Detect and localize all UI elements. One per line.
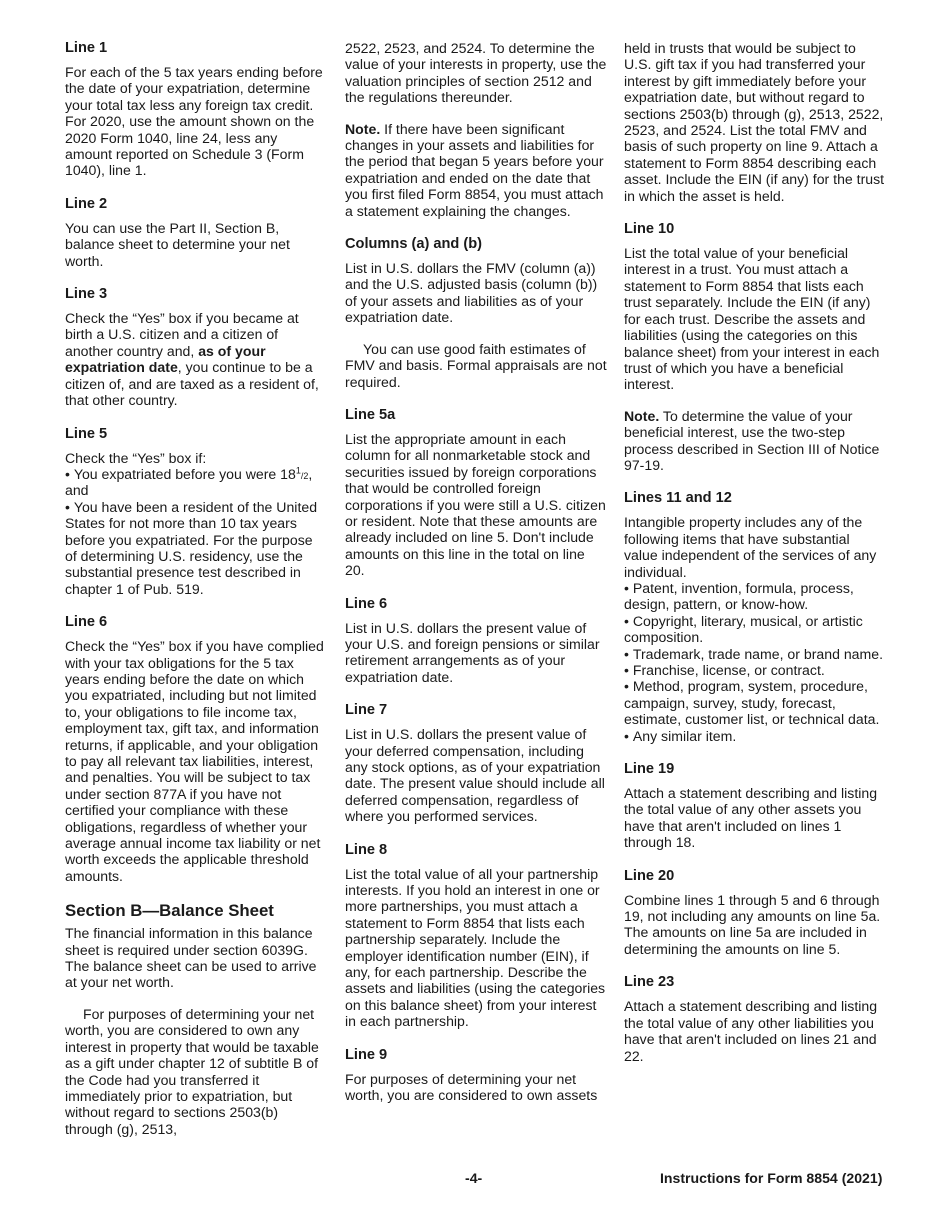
heading-line-7: Line 7 (345, 702, 388, 719)
section-line-6 (65, 614, 327, 884)
paragraph-line-10: List the total value of your beneficial interest in a trust. You must attach a statement to Form 8854 that lists each trust separately. Include the EIN (if any) for each trust. Describe the assets and liabilities (using the categories on this balance sheet) from your interest in each trust of which you have a beneficial interest. (624, 245, 880, 393)
heading-lines-11-12: Lines 11 and 12 (624, 490, 732, 507)
paragraph-line-23: Attach a statement describing and listing the total value of any other liabilities you have that aren't included on lines 21 and 22. (624, 998, 878, 1064)
heading-line-20: Line 20 (624, 867, 675, 884)
section-b-continued (345, 40, 607, 219)
section-line-5 (65, 426, 327, 598)
paragraph-line-20: Combine lines 1 through 5 and 6 through 19, not including any amounts on line 5a. The amounts on line 5a are included in determining the amounts on line 5. (624, 891, 881, 957)
section-line-3 (65, 286, 327, 408)
paragraph-continued: 2522, 2523, and 2524. To determine the value of your interests in property, use the valuation principles of section 2512 and the regulations thereunder. (345, 40, 607, 106)
section-line-20 (624, 868, 886, 958)
page-number: -4- (465, 1170, 483, 1186)
line-3-bold-text: as of your expatriation date (65, 342, 266, 376)
heading-bs-line-6: Line 6 (345, 595, 388, 612)
paragraph-lines-11-12: Intangible property includes any of the following items that have substantial value independent of the services of any individual. (624, 514, 877, 580)
paragraph-line-3 (65, 310, 327, 408)
line-5-bullet-2-text: You have been a resident of the United States for not more than 10 tax years before you expatriated. For the purpose of determining U.S. residency, use the substantial presence test described in chapter 1 of Pub. 519. (65, 498, 318, 597)
right-column (624, 40, 886, 1081)
section-line-10 (624, 221, 886, 473)
section-line-23 (624, 974, 886, 1064)
note-text: To determine the value of your beneficial interest, use the two-step process described in Section III of Notice 97-19. (624, 407, 880, 473)
paragraph-line-5a: List the appropriate amount in each column for all nonmarketable stock and securities issued by foreign corporations that would be controlled foreign corporations if you were still a U.S. citizen or resident. Note that these amounts are already included on line 5. Don't include amounts on this line in the total on line 20. (345, 430, 606, 579)
intangible-bullet: • Copyright, literary, musical, or artistic composition. (624, 613, 886, 646)
heading-line-2: Line 2 (65, 195, 108, 212)
paragraph-line-7: List in U.S. dollars the present value of your deferred compensation, including any stock options, as of your expatriation date. The present value should include all deferred compensation, regardless of where you performed services. (345, 726, 605, 825)
heading-line-1: Line 1 (65, 40, 108, 56)
paragraph-columns-a-b-1: List in U.S. dollars the FMV (column (a)) and the U.S. adjusted basis (column (b)) of your assets and liabilities as of your expatriation date. (345, 260, 598, 326)
heading-line-6: Line 6 (65, 614, 108, 631)
intangible-bullet: • Method, program, system, procedure, campaign, survey, study, forecast, estimate, customer list, or technical data. (624, 678, 886, 727)
paragraph-line-6: Check the “Yes” box if you have complied with your tax obligations for the 5 tax years ending before the date on which you expatriated, including but not limited to, your obligations to file income tax, employment tax, gift tax, and information returns, if applicable, and your obligation to pay all relevant tax liabilities, interest, and penalties. You will be subject to tax under section 877A if you have not certified your compliance with these obligations, regardless of whether your average annual income tax liability or net worth exceeds the applicable threshold amounts. (65, 638, 324, 884)
line-3-text-a: Check the “Yes” box if you became at birth a U.S. citizen and a citizen of another country and, (65, 310, 299, 359)
section-line-8 (345, 842, 607, 1030)
paragraph-line-8: List the total value of all your partnership interests. If you hold an interest in one or more partnerships, you must attach a statement to Form 8854 that lists each partnership separately. Include the employer identification number (EIN), if any, for each partnership. Describe the assets and liabilities (using the categories on this balance sheet) from your interest in each partnership. (345, 865, 606, 1030)
note-label: Note. (345, 120, 381, 137)
section-line-5a (345, 407, 607, 579)
heading-line-5a: Line 5a (345, 406, 396, 423)
intangible-bullet: • Any similar item. (624, 728, 886, 744)
section-line-19 (624, 761, 886, 851)
heading-section-b: Section B—Balance Sheet (65, 901, 274, 921)
heading-line-3: Line 3 (65, 286, 108, 303)
section-line-7 (345, 702, 607, 824)
section-line-9-continued (624, 40, 886, 204)
heading-line-5: Line 5 (65, 425, 108, 442)
heading-line-19: Line 19 (624, 761, 675, 778)
left-column (65, 40, 327, 1137)
paragraph-line-9: For purposes of determining your net worth, you are considered to own assets (345, 1070, 598, 1104)
intangible-bullet: • Trademark, trade name, or brand name. (624, 646, 886, 662)
note-changes (345, 121, 607, 219)
fraction-numerator: 1 (295, 465, 301, 476)
section-line-2 (65, 196, 327, 269)
line-5-bullet-1 (65, 466, 327, 499)
section-lines-11-12 (624, 490, 886, 744)
paragraph-bs-line-6: List in U.S. dollars the present value of your U.S. and foreign pensions or similar retirement arrangements as of your expatriation date. (345, 619, 600, 685)
heading-line-9: Line 9 (345, 1046, 388, 1063)
section-line-9 (345, 1047, 607, 1104)
note-beneficial-interest (624, 408, 886, 474)
line-5-bullet-1-tail: , and (65, 465, 313, 499)
line-5-bullet-1-text: You expatriated before you were 18 (73, 465, 296, 482)
fraction-denominator: /2 (300, 470, 309, 481)
paragraph-line-9-continued: held in trusts that would be subject to U.S. gift tax if you had transferred your interest by gift immediately before your expatriation date, but without regard to sections 2503(b) through (g), 2513, 2522, 2523, and 2524. List the total FMV and basis of such property on line 9. Attach a statement to Form 8854 describing each asset. Include the EIN (if any) for the trust in which the asset is held. (624, 40, 885, 204)
line-3-text-b: , you continue to be a citizen of, and are taxed as a resident of, that other country. (65, 359, 319, 409)
paragraph-section-b-2: For purposes of determining your net worth, you are considered to own any interest in property that would be taxable as a gift under chapter 12 of subtitle B of the Code had you transferred it immediately prior to expatriation, but without regard to sections 2503(b) through (g), 2513, (65, 1005, 319, 1137)
heading-line-23: Line 23 (624, 974, 675, 991)
heading-line-8: Line 8 (345, 841, 388, 858)
note-text: If there have been significant changes in your assets and liabilities for the period that began 5 years before your expatriation and ended on the date that you first filed Form 8854, you must attach a statement explaining the changes. (345, 120, 604, 219)
footer-title: Instructions for Form 8854 (2021) (660, 1170, 883, 1186)
paragraph-line-2: You can use the Part II, Section B, balance sheet to determine your net worth. (65, 219, 290, 269)
section-bs-line-6 (345, 596, 607, 686)
section-columns-a-b (345, 236, 607, 390)
intangible-bullet: • Franchise, license, or contract. (624, 662, 886, 678)
line-5-bullet-2 (65, 499, 327, 597)
heading-columns-a-b: Columns (a) and (b) (345, 236, 483, 253)
middle-column (345, 40, 607, 1121)
paragraph-line-1: For each of the 5 tax years ending before the date of your expatriation, determine your total tax less any foreign tax credit. For 2020, use the amount shown on the 2020 Form 1040, line 24, less any amount reported on Schedule 3 (Form 1040), line 1. (65, 64, 323, 179)
section-b-balance-sheet (65, 901, 327, 1137)
heading-line-10: Line 10 (624, 221, 675, 238)
paragraph-columns-a-b-2: You can use good faith estimates of FMV and basis. Formal appraisals are not required. (345, 340, 607, 390)
intangible-bullet: • Patent, invention, formula, process, design, pattern, or know-how. (624, 580, 886, 613)
section-line-1 (65, 40, 327, 179)
note-label: Note. (624, 407, 660, 424)
line-5-intro: Check the “Yes” box if: (65, 449, 207, 466)
paragraph-line-19: Attach a statement describing and listing the total value of any other assets you have that aren't included on lines 1 through 18. (624, 785, 878, 851)
paragraph-section-b-1: The financial information in this balance sheet is required under section 6039G. The balance sheet can be used to arrive at your net worth. (65, 925, 317, 991)
